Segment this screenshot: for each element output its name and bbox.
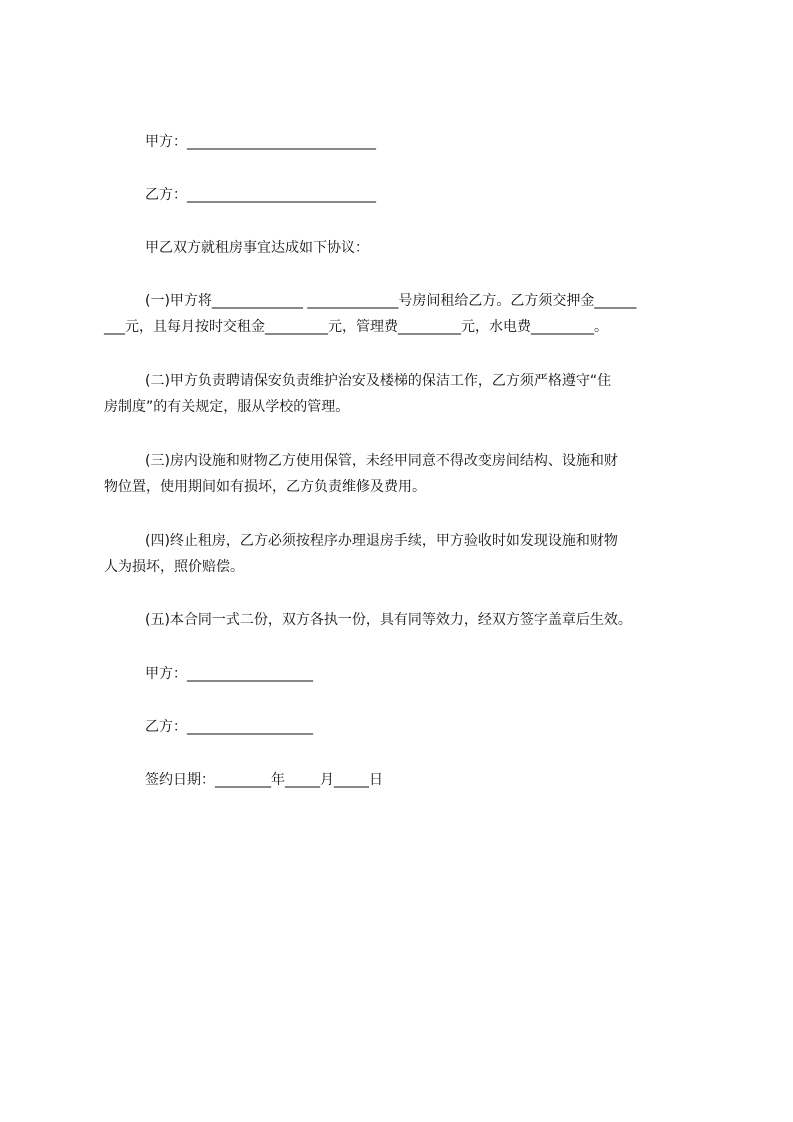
clause-5: (五)本合同一式二份，双方各执一份，具有同等效力，经双方签字盖章后生效。 bbox=[145, 612, 632, 628]
clause-3-line-1: (三)房内设施和财物乙方使用保管，未经甲同意不得改变房间结构、设施和财 bbox=[145, 453, 618, 469]
clause-3-line-2: 物位置，使用期间如有损坏，乙方负责维修及费用。 bbox=[104, 479, 426, 495]
party-a-bottom: 甲方：__________________ bbox=[145, 666, 313, 682]
party-b-bottom: 乙方：__________________ bbox=[145, 719, 313, 735]
intro-text: 甲乙双方就租房事宜达成如下协议： bbox=[145, 240, 369, 256]
clause-1-line-2: ___元，且每月按时交租金_________元，管理费_________元，水电费_________。 bbox=[104, 319, 608, 335]
clause-1-line-1: (一)甲方将_____________ _____________号房间租给乙方。乙方须交押金______ bbox=[145, 293, 637, 309]
clause-2-line-1: (二)甲方负责聘请保安负责维护治安及楼梯的保洁工作，乙方须严格遵守“住 bbox=[145, 373, 612, 389]
party-a-top: 甲方：___________________________ bbox=[145, 134, 376, 150]
clause-4-line-1: (四)终止租房，乙方必须按程序办理退房手续，甲方验收时如发现设施和财物 bbox=[145, 533, 618, 549]
clause-2-line-2: 房制度”的有关规定，服从学校的管理。 bbox=[104, 399, 350, 415]
sign-date: 签约日期：________年_____月_____日 bbox=[145, 772, 383, 788]
party-b-top: 乙方：___________________________ bbox=[145, 187, 376, 203]
clause-4-line-2: 人为损坏，照价赔偿。 bbox=[104, 559, 244, 575]
